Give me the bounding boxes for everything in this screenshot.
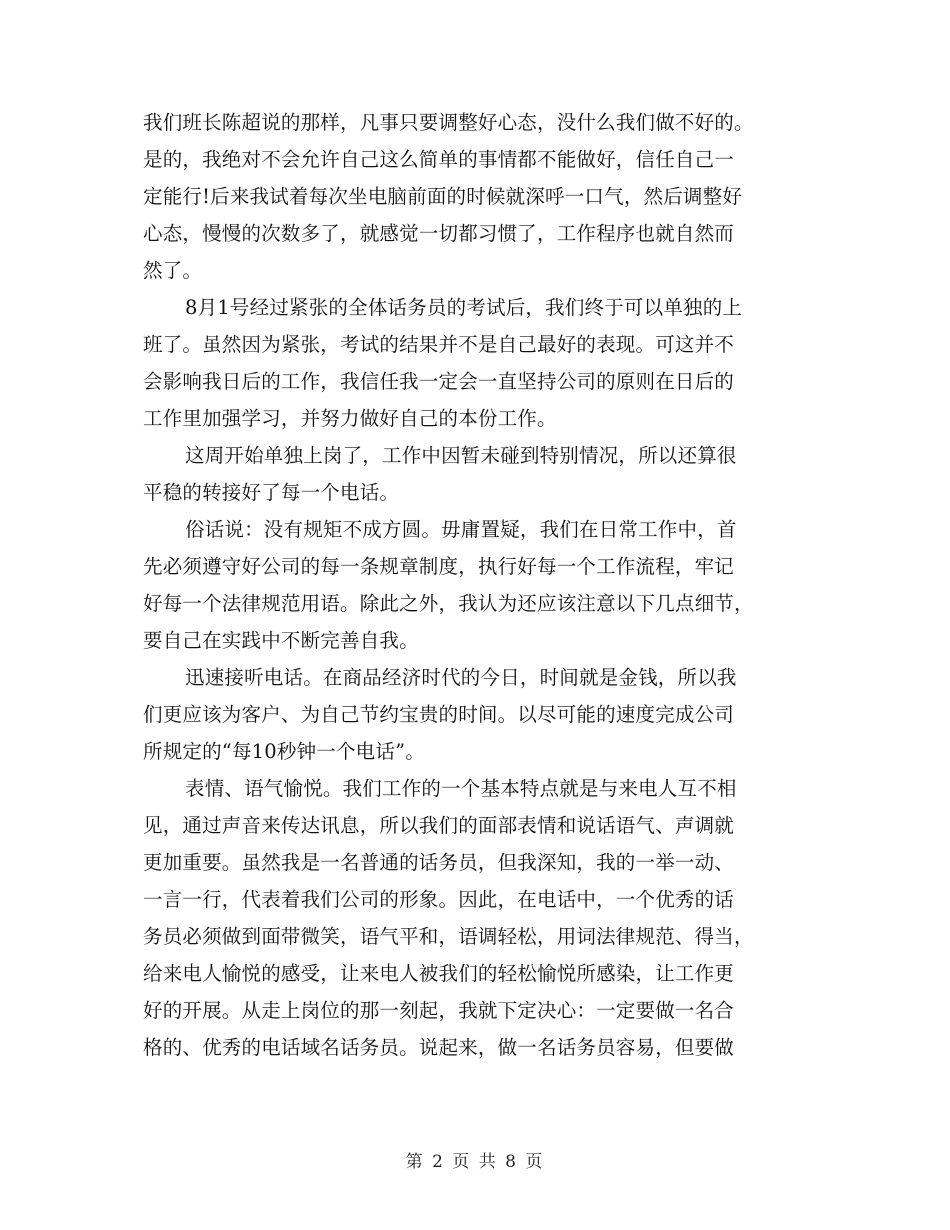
text-line: 是的，我绝对不会允许自己这么简单的事情都不能做好，信任自己一	[143, 148, 735, 171]
text-line: 格的、优秀的电话域名话务员。说起来，做一名话务员容易，但要做	[143, 1036, 735, 1059]
paragraph-first-line: 俗话说：没有规矩不成方圆。毋庸置疑，我们在日常工作中，首	[185, 518, 737, 541]
text-line: 见，通过声音来传达讯息，所以我们的面部表情和说话语气、声调就	[143, 814, 735, 837]
text-line: 务员必须做到面带微笑，语气平和，语调轻松，用词法律规范、得当，	[143, 925, 754, 948]
text-line: 会影响我日后的工作，我信任我一定会一直坚持公司的原则在日后的	[143, 370, 735, 393]
text-line: 们更应该为客户、为自己节约宝贵的时间。以尽可能的速度完成公司	[143, 703, 735, 726]
document-body	[143, 104, 815, 1066]
paragraph-first-line: 8月1号经过紧张的全体话务员的考试后，我们终于可以单独的上	[185, 296, 743, 319]
text-line: 好的开展。从走上岗位的那一刻起，我就下定决心：一定要做一名合	[143, 999, 735, 1022]
text-line: 心态，慢慢的次数多了，就感觉一切都习惯了，工作程序也就自然而	[143, 222, 735, 245]
text-line: 班了。虽然因为紧张，考试的结果并不是自己最好的表现。可这并不	[143, 333, 735, 356]
text-line: 所规定的“每10秒钟一个电话”。	[143, 740, 425, 763]
page-footer: 第 2 页 共 8 页	[405, 1152, 545, 1172]
text-line: 平稳的转接好了每一个电话。	[143, 481, 400, 504]
text-line: 定能行!后来我试着每次坐电脑前面的时候就深呼一口气，然后调整好	[143, 185, 743, 208]
paragraph-first-line: 表情、语气愉悦。我们工作的一个基本特点就是与来电人互不相	[185, 777, 737, 800]
text-line: 更加重要。虽然我是一名普通的话务员，但我深知，我的一举一动、	[143, 851, 735, 874]
text-line: 我们班长陈超说的那样，凡事只要调整好心态，没什么我们做不好的。	[143, 111, 754, 134]
text-line: 给来电人愉悦的感受，让来电人被我们的轻松愉悦所感染，让工作更	[143, 962, 735, 985]
text-line: 先必须遵守好公司的每一条规章制度，执行好每一个工作流程，牢记	[143, 555, 735, 578]
text-line: 好每一个法律规范用语。除此之外，我认为还应该注意以下几点细节，	[143, 592, 754, 615]
text-line: 要自己在实践中不断完善自我。	[143, 629, 419, 652]
text-line: 工作里加强学习，并努力做好自己的本份工作。	[143, 407, 557, 430]
text-line: 然了。	[143, 259, 203, 282]
paragraph-first-line: 这周开始单独上岗了，工作中因暂未碰到特别情况，所以还算很	[185, 444, 737, 467]
text-line: 一言一行，代表着我们公司的形象。因此，在电话中，一个优秀的话	[143, 888, 735, 911]
paragraph-first-line: 迅速接听电话。在商品经济时代的今日，时间就是金钱，所以我	[185, 666, 737, 689]
